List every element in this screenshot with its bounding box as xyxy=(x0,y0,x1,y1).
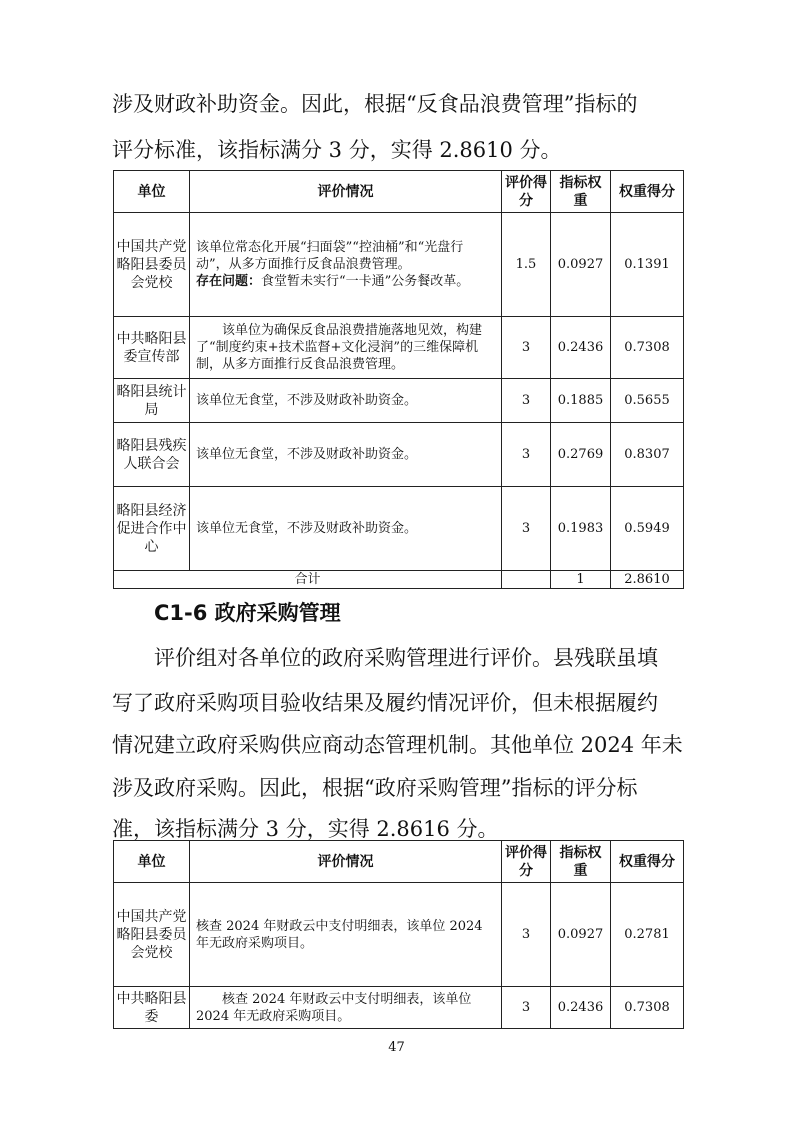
header-weight: 指标权重 xyxy=(551,841,611,883)
score-cell: 3 xyxy=(502,379,551,423)
total-weight: 1 xyxy=(551,571,611,589)
weight-cell: 0.1885 xyxy=(551,379,611,423)
total-score xyxy=(502,571,551,589)
unit-cell: 略阳县经济促进合作中心 xyxy=(114,487,190,571)
header-weighted-score: 权重得分 xyxy=(611,841,684,883)
header-score: 评价得分 xyxy=(502,171,551,213)
table-procurement xyxy=(113,840,684,1029)
weighted-score-cell: 0.8307 xyxy=(611,423,684,487)
weighted-score-cell: 0.2781 xyxy=(611,883,684,987)
evaluation-cell xyxy=(190,317,502,379)
score-cell: 3 xyxy=(502,883,551,987)
score-cell: 3 xyxy=(502,987,551,1029)
table-row xyxy=(114,317,684,379)
weight-cell: 0.1983 xyxy=(551,487,611,571)
table-row xyxy=(114,423,684,487)
score-cell: 1.5 xyxy=(502,213,551,317)
weight-cell: 0.2436 xyxy=(551,317,611,379)
evaluation-cell: 核查 2024 年财政云中支付明细表，该单位 2024 年无政府采购项目。 xyxy=(190,883,502,987)
weighted-score-cell: 0.7308 xyxy=(611,987,684,1029)
table-row xyxy=(114,487,684,571)
unit-cell: 略阳县残疾人联合会 xyxy=(114,423,190,487)
unit-cell: 略阳县统计局 xyxy=(114,379,190,423)
table-row xyxy=(114,987,684,1029)
weight-cell: 0.0927 xyxy=(551,213,611,317)
unit-cell: 中国共产党略阳县委员会党校 xyxy=(114,213,190,317)
issue-text: 食堂暂未实行“一卡通”公务餐改革。 xyxy=(261,274,470,289)
table-row xyxy=(114,883,684,987)
evaluation-cell: 该单位无食堂，不涉及财政补助资金。 xyxy=(190,379,502,423)
table-row xyxy=(114,379,684,423)
evaluation-text: 该单位为确保反食品浪费措施落地见效，构建了“制度约束+技术监督+文化浸润”的三维保障机制，从多方面推行反食品浪费管理。 xyxy=(196,323,483,372)
evaluation-cell xyxy=(190,213,502,317)
table-header-row xyxy=(114,171,684,213)
header-weight: 指标权重 xyxy=(551,171,611,213)
section-para-line-1: 评价组对各单位的政府采购管理进行评价。县残联虽填 xyxy=(154,646,658,670)
score-cell: 3 xyxy=(502,487,551,571)
section-para-line-5: 准，该指标满分 3 分，实得 2.8616 分。 xyxy=(112,817,499,841)
score-cell: 3 xyxy=(502,317,551,379)
total-weighted-score: 2.8610 xyxy=(611,571,684,589)
table-header-row xyxy=(114,841,684,883)
section-para-line-2: 写了政府采购项目验收结果及履约情况评价，但未根据履约 xyxy=(112,691,658,715)
weighted-score-cell: 0.7308 xyxy=(611,317,684,379)
score-cell: 3 xyxy=(502,423,551,487)
header-score: 评价得分 xyxy=(502,841,551,883)
evaluation-cell xyxy=(190,987,502,1029)
unit-cell: 中共略阳县委宣传部 xyxy=(114,317,190,379)
section-para-line-3: 情况建立政府采购供应商动态管理机制。其他单位 2024 年未 xyxy=(112,733,683,757)
weight-cell: 0.2769 xyxy=(551,423,611,487)
section-heading: C1-6 政府采购管理 xyxy=(154,601,341,625)
intro-line-2: 评分标准，该指标满分 3 分，实得 2.8610 分。 xyxy=(112,138,562,162)
issue-label: 存在问题： xyxy=(196,274,262,289)
table-row xyxy=(114,213,684,317)
evaluation-cell: 该单位无食堂，不涉及财政补助资金。 xyxy=(190,423,502,487)
evaluation-text: 该单位常态化开展“扫面袋”“控油桶”和“光盘行动”，从多方面推行反食品浪费管理。 xyxy=(196,240,464,272)
total-row xyxy=(114,571,684,589)
header-evaluation: 评价情况 xyxy=(190,841,502,883)
section-para-line-4: 涉及政府采购。因此，根据“政府采购管理”指标的评分标 xyxy=(112,776,638,800)
intro-line-1: 涉及财政补助资金。因此，根据“反食品浪费管理”指标的 xyxy=(112,92,638,116)
page-number: 47 xyxy=(388,1040,405,1055)
header-unit: 单位 xyxy=(114,841,190,883)
weighted-score-cell: 0.5655 xyxy=(611,379,684,423)
header-evaluation: 评价情况 xyxy=(190,171,502,213)
weight-cell: 0.2436 xyxy=(551,987,611,1029)
total-label: 合计 xyxy=(114,571,502,589)
weight-cell: 0.0927 xyxy=(551,883,611,987)
header-unit: 单位 xyxy=(114,171,190,213)
unit-cell: 中国共产党略阳县委员会党校 xyxy=(114,883,190,987)
weighted-score-cell: 0.5949 xyxy=(611,487,684,571)
header-weighted-score: 权重得分 xyxy=(611,171,684,213)
table-food-waste xyxy=(113,170,684,589)
evaluation-cell: 该单位无食堂，不涉及财政补助资金。 xyxy=(190,487,502,571)
weighted-score-cell: 0.1391 xyxy=(611,213,684,317)
unit-cell: 中共略阳县委 xyxy=(114,987,190,1029)
evaluation-text: 核查 2024 年财政云中支付明细表，该单位 2024 年无政府采购项目。 xyxy=(196,991,472,1024)
